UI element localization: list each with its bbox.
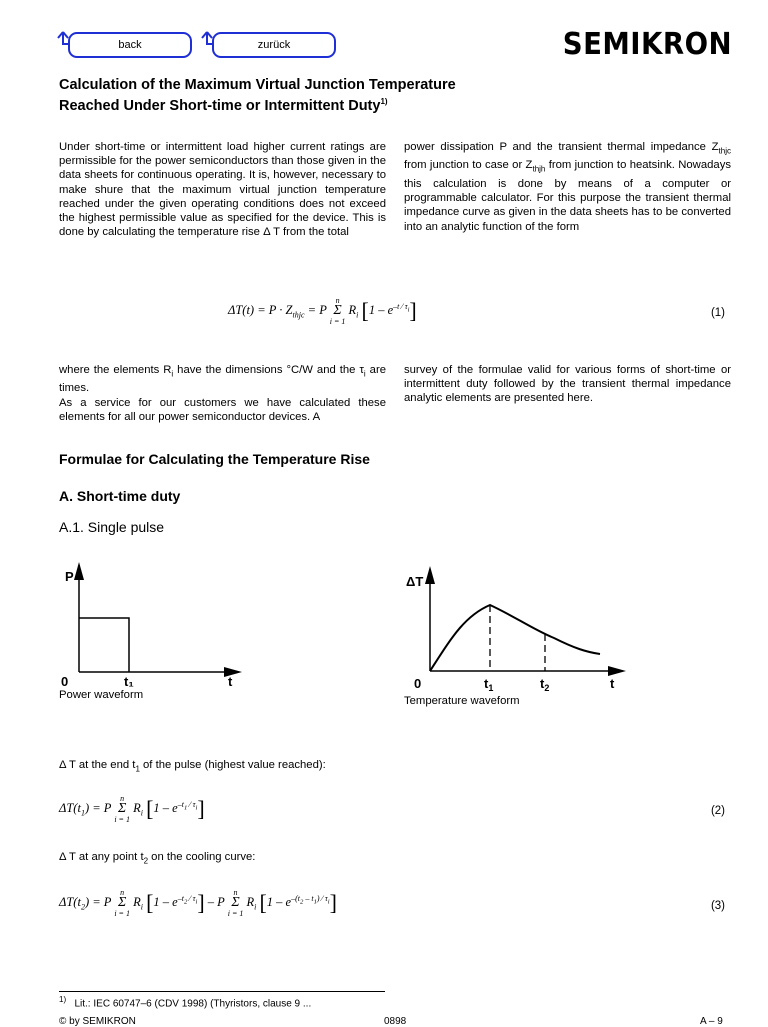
zurueck-button[interactable] — [212, 32, 336, 58]
back-button[interactable] — [68, 32, 192, 58]
footnote: $^{1)}$ Lit.: IEC 60747–6 (CDV 1998) (Thyristors, clause 9 ... — [59, 995, 312, 1010]
intro-left-paragraph: Under short-time or intermittent load higher current ratings are permissible for the power semiconductors than those given in the data sheets for continuous operating. It is, however, necessary to make shure that the maximum virtual junction temperature reached under the given operating conditions does not exceed the highest permissible value as specified for the device. This is done by calculating the temperature rise Δ T from the total — [59, 141, 386, 239]
power-pulse — [79, 618, 129, 672]
temperature-waveform-diagram — [404, 562, 629, 694]
temperature-waveform-caption: Temperature waveform — [404, 695, 520, 707]
power-y-arrow — [74, 562, 84, 580]
delta-t-cooling-text: Δ T at any point $t_2$ on the cooling curve: — [59, 851, 256, 866]
power-waveform-diagram — [56, 560, 256, 690]
section-short-time-heading: A. Short-time duty — [59, 488, 181, 504]
power-t1-label: t₁ — [124, 674, 134, 689]
power-origin-label: 0 — [61, 674, 69, 689]
temp-x-label: t — [610, 676, 615, 691]
elements-left-paragraph: where the elements $R_i$ have the dimensions °C/W and the $\tau_i$ are times. As a service for our customers we have calculated these elements for all our power semiconductor devices. A — [59, 364, 386, 423]
equation-1-number: (1) — [710, 307, 725, 319]
equation-2: $\Delta T(t_1) = P$ n Σ i = 1 $R_i$ $[1 - e^{-t_1 ⁄ \tau_i}]$ — [59, 794, 205, 824]
page-title-line2: Reached Under Short-time or Intermittent Duty$^{1)}$ — [59, 97, 388, 114]
equation-3-number: (3) — [710, 900, 725, 912]
temp-t1-label: $t_1$ — [484, 676, 494, 693]
subsection-single-pulse-heading: A.1. Single pulse — [59, 519, 165, 535]
equation-3: $\Delta T(t_2) = P$ n Σ i = 1 $R_i$ $[1 - e^{-t_2 ⁄ \tau_i}]$ – P n Σ i = 1 $R_i$ $[1 - e^{-(t_2 - t_1) ⁄ \tau_i}]$ — [59, 888, 337, 918]
intro-right-paragraph: power dissipation P and the transient thermal impedance $Z_{thjc}$ from junction to case or $Z_{thjh}$ from junction to heatsink. Nowadays this calculation is done by means of a computer or programmable calculator. For this purpose the transient thermal impedance curve as given in the data sheets has to be converted into an analytic function of the form — [404, 141, 731, 233]
temp-curve — [430, 605, 600, 671]
temp-y-label: ΔT — [406, 574, 424, 589]
elements-right-paragraph: survey of the formulae valid for various forms of short-time or intermittent duty followed by the transient thermal impedance analytic elements are presented here. — [404, 364, 731, 405]
equation-1: $\Delta T(t) = P \cdot Z_{thjc} = P$ n Σ i = 1 $R_i$ $[1 - e^{-t ⁄ \tau_i}]$ — [228, 296, 417, 326]
power-y-label: P — [65, 569, 74, 584]
back-button-label: back — [118, 39, 142, 51]
temp-x-arrow — [608, 666, 626, 676]
footer-page-number: A – 9 — [700, 1016, 723, 1027]
power-x-label: t — [228, 674, 233, 689]
semikron-logo: SEMIKRON — [562, 27, 732, 62]
footer-code: 0898 — [384, 1016, 407, 1027]
temp-origin-label: 0 — [414, 676, 422, 691]
footer-copyright: © by SEMIKRON — [59, 1016, 136, 1027]
zurueck-button-label: zurück — [257, 39, 291, 51]
equation-2-number: (2) — [710, 805, 725, 817]
temp-y-arrow — [425, 566, 435, 584]
page-title-line1: Calculation of the Maximum Virtual Junction Temperature — [59, 77, 456, 93]
power-x-arrow — [224, 667, 242, 677]
delta-t-end-text: Δ T at the end $t_1$ of the pulse (highest value reached): — [59, 759, 326, 774]
footnote-rule — [59, 991, 385, 992]
power-waveform-caption: Power waveform — [59, 689, 144, 701]
temp-t2-label: $t_2$ — [540, 676, 550, 693]
section-formulae-heading: Formulae for Calculating the Temperature Rise — [59, 451, 370, 467]
